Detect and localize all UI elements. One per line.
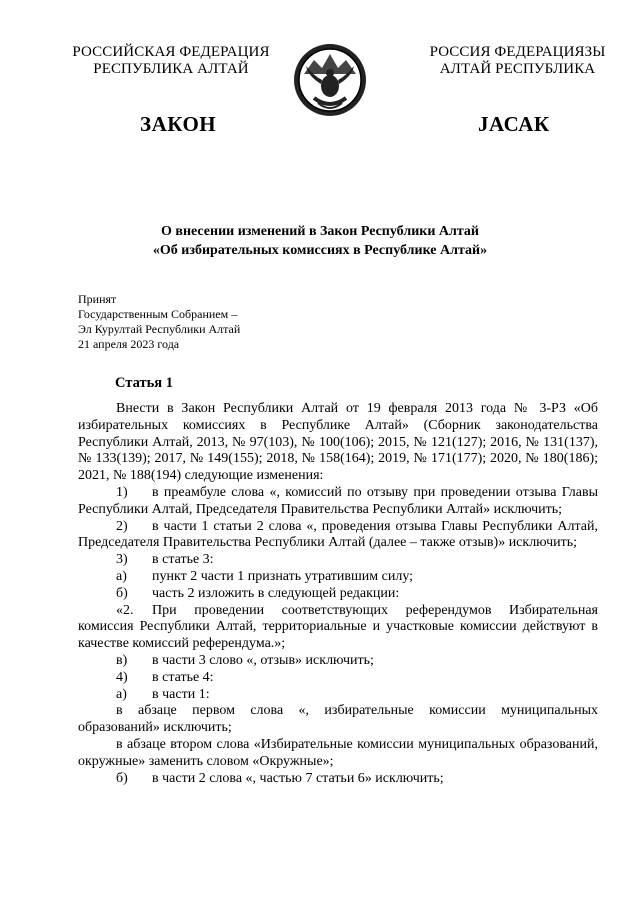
list-item-3v xyxy=(78,653,598,670)
title-right-jasak: ЈАСАК xyxy=(478,112,550,136)
list-item-3v-number: в) xyxy=(116,652,128,668)
list-item-3-number: 3) xyxy=(116,552,128,568)
list-item-2-number: 2) xyxy=(116,518,128,534)
article-intro: Внести в Закон Республики Алтай от 19 февраля 2013 года № 3-РЗ «Об избирательных комиссиях в Республике Алтай» (Сборник законодательства Республики Алтай, 2013, № 97(103), № 100(106); 2015, № 121(127); 2016, № 131(137), № 133(139); 2017, № 149(155); 2018, № 158(164); 2019, № 171(177); 2020, № 180(186); 2021, № 188(194) следующие изменения: xyxy=(78,401,598,484)
title-left-zakon: ЗАКОН xyxy=(140,112,217,136)
list-item-3-text: в статье 3: xyxy=(152,552,214,568)
list-item-3 xyxy=(78,552,598,569)
list-item-2 xyxy=(78,519,598,553)
law-title-line1: О внесении изменений в Закон Республики Алтай xyxy=(161,224,479,239)
list-item-3a-text: пункт 2 части 1 признать утратившим силу; xyxy=(152,568,414,584)
article-body xyxy=(78,401,598,787)
list-item-4a-text: в части 1: xyxy=(152,686,210,702)
list-item-4a-number: а) xyxy=(116,686,127,702)
adopted-line1: Принят xyxy=(78,292,117,306)
quoted-part-2 xyxy=(78,603,598,653)
adopted-line4: 21 апреля 2023 года xyxy=(78,337,180,351)
paragraph-first-change: в абзаце первом слова «, избирательные комиссии муниципальных образований» исключить; xyxy=(78,703,598,736)
list-item-4-number: 4) xyxy=(116,669,128,685)
header-left-line2: РЕСПУБЛИКА АЛТАЙ xyxy=(93,61,249,77)
law-title xyxy=(0,222,640,260)
adoption-block xyxy=(78,292,240,352)
list-item-2-text: в части 1 статьи 2 слова «, проведения отзыва Главы Республики Алтай, Председателя Правительства Республики Алтай (далее – также отзыв)» исключить; xyxy=(78,518,598,551)
header-left-line1: РОССИЙСКАЯ ФЕДЕРАЦИЯ xyxy=(72,44,270,60)
header-right xyxy=(405,44,630,78)
header-right-line2: АЛТАЙ РЕСПУБЛИКА xyxy=(439,61,596,77)
list-item-4-text: в статье 4: xyxy=(152,669,214,685)
header-left xyxy=(62,44,280,78)
list-item-4 xyxy=(78,670,598,687)
list-item-3a-number: а) xyxy=(116,568,127,584)
law-title-line2: «Об избирательных комиссиях в Республике Алтай» xyxy=(152,243,488,258)
article-heading: Статья 1 xyxy=(115,375,173,391)
list-item-4a xyxy=(78,687,598,704)
list-item-1-number: 1) xyxy=(116,484,128,500)
quoted-part-2-text: При проведении соответствующих референдумов Избирательная комиссия Республики Алтай, территориальные и участковые комиссии действуют в качестве комиссий референдума.»; xyxy=(78,602,598,652)
coat-of-arms-emblem-icon xyxy=(290,40,370,120)
list-item-4b-number: б) xyxy=(116,770,128,786)
list-item-3b xyxy=(78,586,598,603)
adopted-line2: Государственным Собранием – xyxy=(78,307,238,321)
header-right-line1: РОССИЯ ФЕДЕРАЦИЯЗЫ xyxy=(429,44,606,60)
list-item-4b xyxy=(78,771,598,788)
list-item-3v-text: в части 3 слово «, отзыв» исключить; xyxy=(152,652,374,668)
paragraph-second-change: в абзаце втором слова «Избирательные комиссии муниципальных образований, окружные» заменить словом «Окружные»; xyxy=(78,736,598,769)
list-item-3b-text: часть 2 изложить в следующей редакции: xyxy=(152,585,400,601)
list-item-3a xyxy=(78,569,598,586)
list-item-1 xyxy=(78,485,598,519)
list-item-4b-text: в части 2 слова «, частью 7 статьи 6» исключить; xyxy=(152,770,444,786)
list-item-1-text: в преамбуле слова «, комиссий по отзыву при проведении отзыва Главы Республики Алтай, Председателя Правительства Республики Алтай» исключить; xyxy=(78,484,598,517)
adopted-line3: Эл Курултай Республики Алтай xyxy=(78,322,241,336)
quoted-part-2-number: «2. xyxy=(116,602,134,618)
list-item-3b-number: б) xyxy=(116,585,128,601)
